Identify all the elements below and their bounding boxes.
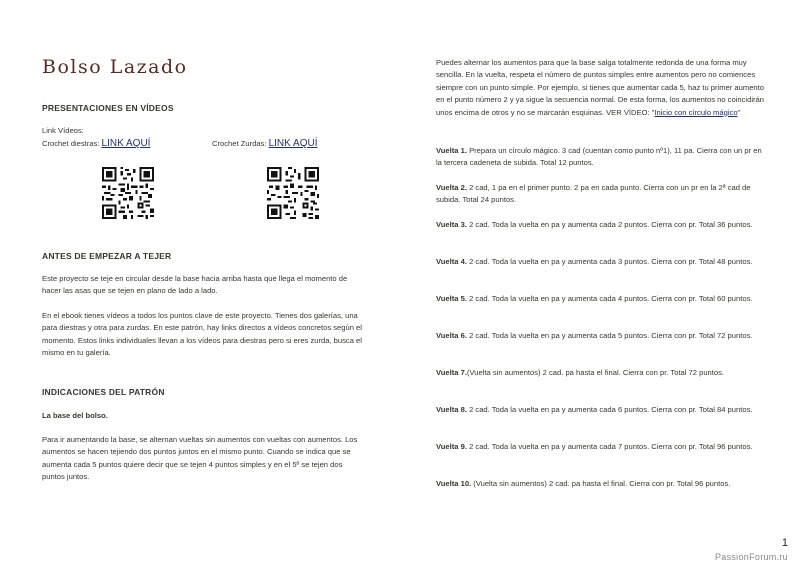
round-text: 2 cad. Toda la vuelta en pa y aumenta cada 5 puntos. Cierra con pr. Total 72 puntos. <box>466 331 753 340</box>
round-label: Vuelta 10. <box>436 479 472 488</box>
round-label: Vuelta 9. <box>436 442 467 451</box>
round-item <box>436 219 766 231</box>
intro-end: " <box>737 107 741 117</box>
round-label: Vuelta 1. <box>436 146 467 155</box>
page-title: Bolso Lazado <box>42 56 188 78</box>
intro-paragraph <box>436 57 766 119</box>
watermark: PassionForum.ru <box>714 552 788 562</box>
intro-video-link[interactable]: Inicio con círculo mágico <box>654 107 738 117</box>
antes-paragraph-1: Este proyecto se teje en circular desde la base hacia arriba hasta que llega el momento de hacer las asas que se tejen en plano de lado a lado. <box>42 274 348 296</box>
base-subheading: La base del bolso. <box>42 411 108 420</box>
round-label: Vuelta 3. <box>436 220 467 229</box>
zurdas-label: Crochet Zurdas: <box>212 139 267 148</box>
diestras-link[interactable]: LINK AQUÍ <box>101 138 151 149</box>
round-text: 2 cad. Toda la vuelta en pa y aumenta cada 7 puntos. Cierra con pr. Total 96 puntos. <box>466 442 753 451</box>
round-label: Vuelta 8. <box>436 405 467 414</box>
base-paragraph: Para ir aumentando la base, se alternan vueltas sin aumentos con vueltas con aumentos. Los aumentos se hacen tejiendo dos puntos juntos en el mismo punto. Cuando se indica que se aumenta cada 5 puntos quiere decir que se tejen 4 puntos simples y en el 5º se tejen dos puntos juntos. <box>42 435 358 482</box>
round-item <box>436 256 766 268</box>
round-item <box>436 330 766 342</box>
zurdas-link[interactable]: LINK AQUÍ <box>268 138 318 149</box>
round-label: Vuelta 2. <box>436 183 467 192</box>
round-label: Vuelta 4. <box>436 257 467 266</box>
round-item <box>436 367 766 379</box>
round-text: 2 cad. Toda la vuelta en pa y aumenta cada 3 puntos. Cierra con pr. Total 48 puntos. <box>466 257 753 266</box>
antes-paragraph-2: En el ebook tienes vídeos a todos los puntos clave de este proyecto. Tienes dos galerías, una para diestras y otra para zurdas. En este patrón, hay links directos a vídeos concretos según el momento. Estos links individuales llevan a los vídeos para diestras pero si eres zurda, busca el mismo en tu galería. <box>42 311 362 358</box>
round-text: Prepara un círculo mágico. 3 cad (cuentan como punto nº1), 11 pa. Cierra con un pr en la tercera cadeneta de subida. Total 12 puntos. <box>436 146 762 168</box>
round-text: 2 cad, 1 pa en el primer punto. 2 pa en cada punto. Cierra con un pr en la 2ª cad de subida. Total 24 puntos. <box>436 183 751 205</box>
round-label: Vuelta 7. <box>436 368 467 377</box>
diestras-row <box>42 138 150 149</box>
round-item <box>436 478 766 490</box>
round-item <box>436 441 766 453</box>
round-item <box>436 145 766 170</box>
indicaciones-heading: INDICACIONES DEL PATRÓN <box>42 387 165 397</box>
zurdas-row <box>212 138 317 149</box>
videos-heading: PRESENTACIONES EN VÍDEOS <box>42 103 174 113</box>
round-label: Vuelta 6. <box>436 331 467 340</box>
qr-code-icon[interactable] <box>267 167 319 219</box>
qr-code-icon[interactable] <box>102 167 154 219</box>
round-text: (Vuelta sin aumentos) 2 cad. pa hasta el final. Cierra con pr. Total 96 puntos. <box>471 479 731 488</box>
intro-text: Puedes alternar los aumentos para que la base salga totalmente redonda de una forma muy sencilla. En la vuelta, respeta el número de puntos simples entre aumentos pero no comiences siempre con un punto simple. Por ejemplo, si tienes que aumentar cada 5, haz tu primer aumento en el punto número 2 y ya sigue la secuencia normal. De esta forma, los aumentos no coincidirán unos encima de otros y no se marcarán esquinas. VER VÍDEO: " <box>436 58 764 117</box>
round-item <box>436 182 766 207</box>
round-text: 2 cad. Toda la vuelta en pa y aumenta cada 2 puntos. Cierra con pr. Total 36 puntos. <box>466 220 753 229</box>
round-text: (Vuelta sin aumentos) 2 cad. pa hasta el final. Cierra con pr. Total 72 puntos. <box>466 368 725 377</box>
round-text: 2 cad. Toda la vuelta en pa y aumenta cada 4 puntos. Cierra con pr. Total 60 puntos. <box>466 294 753 303</box>
round-item <box>436 293 766 305</box>
round-text: 2 cad. Toda la vuelta en pa y aumenta cada 6 puntos. Cierra con pr. Total 84 puntos. <box>466 405 753 414</box>
antes-heading: ANTES DE EMPEZAR A TEJER <box>42 251 172 261</box>
link-videos-label: Link Vídeos: <box>42 126 84 135</box>
diestras-label: Crochet diestras: <box>42 139 100 148</box>
round-label: Vuelta 5. <box>436 294 467 303</box>
page-number: 1 <box>781 537 788 549</box>
round-item <box>436 404 766 416</box>
